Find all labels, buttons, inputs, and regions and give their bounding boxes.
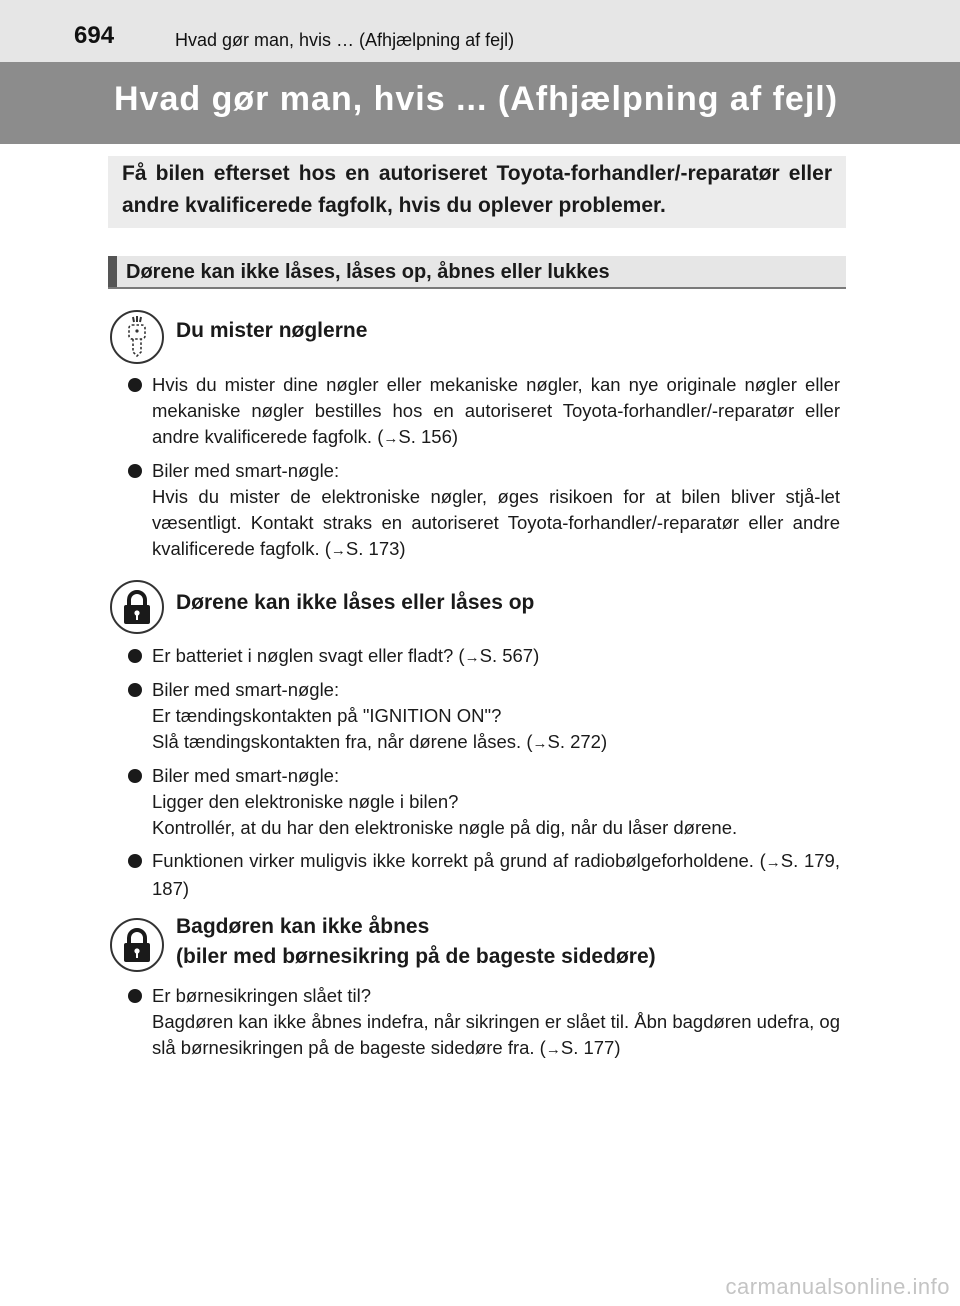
list-item: Hvis du mister dine nøgler eller mekaniske nøgler, kan nye originale nøgler eller mekaniske nøgler bestilles hos en autoriseret Toyota-forhandler/-reparatør eller andre kvalificerede fagfolk. (→S. 156): [128, 372, 840, 452]
subheading-rear-door: Bagdøren kan ikke åbnes (biler med børnesikring på de bageste sidedøre): [176, 915, 656, 968]
subheading-lost-keys: Du mister nøglerne: [176, 319, 368, 342]
page-reference-link[interactable]: S. 173): [345, 538, 406, 559]
list-item: Er batteriet i nøglen svagt eller fladt? (→S. 567): [128, 643, 840, 671]
running-head: [0, 0, 960, 62]
list-item: Biler med smart-nøgle: Er tændingskontakten på "IGNITION ON"? Slå tændingskontakten fra, når dørene låses. (→S. 272): [128, 677, 840, 757]
arrow-icon: →: [383, 430, 399, 447]
arrow-icon: →: [532, 735, 548, 752]
list-item: Biler med smart-nøgle: Hvis du mister de elektroniske nøgler, øges risikoen for at bilen bliver stjå-let væsentligt. Kontakt straks en autoriseret Toyota-forhandler/-reparatør eller andre kvalificerede fagfolk. (→S. 173): [128, 458, 840, 564]
chapter-title: Hvad gør man, hvis ... (Afhjælpning af fejl): [114, 80, 839, 118]
arrow-icon: →: [464, 649, 480, 666]
arrow-icon: →: [545, 1041, 561, 1058]
bullet-dot: [128, 649, 142, 663]
bullet-dot: [128, 989, 142, 1003]
page-number: 694: [74, 22, 115, 49]
page-reference-link[interactable]: S. 272): [547, 731, 608, 752]
watermark: carmanualsonline.info: [725, 1274, 950, 1299]
section-heading: [108, 256, 846, 289]
bullet-dot: [128, 854, 142, 868]
key-icon: [110, 310, 164, 364]
arrow-icon: →: [765, 854, 781, 871]
bullet-dot: [128, 769, 142, 783]
running-title: Hvad gør man, hvis … (Afhjælpning af fejl): [175, 30, 515, 50]
list-item: Funktionen virker muligvis ikke korrekt på grund af radiobølgeforholdene. (→S. 179, 187): [128, 848, 840, 902]
arrow-icon: →: [330, 542, 346, 559]
chapter-banner: [0, 62, 960, 144]
bullet-dot: [128, 683, 142, 697]
list-item: Er børnesikringen slået til? Bagdøren kan ikke åbnes indefra, når sikringen er slået til. Åbn bagdøren udefra, og slå børnesikringen på de bageste sidedøre fra. (→S. 177): [128, 983, 840, 1063]
bullet-dot: [128, 378, 142, 392]
subheading-cannot-lock: Dørene kan ikke låses eller låses op: [176, 591, 535, 614]
lock-icon: [110, 580, 164, 634]
bullet-dot: [128, 464, 142, 478]
page-reference-link[interactable]: S. 567): [479, 645, 540, 666]
notice-box: Få bilen efterset hos en autoriseret Toyota-forhandler/-reparatør eller andre kvalificerede fagfolk, hvis du oplever problemer.: [108, 156, 846, 228]
section-heading-text: Dørene kan ikke låses, låses op, åbnes eller lukkes: [126, 261, 610, 283]
page-reference-link[interactable]: S. 156): [398, 426, 459, 447]
section-heading-bar: [108, 256, 117, 287]
list-item: Biler med smart-nøgle: Ligger den elektroniske nøgle i bilen? Kontrollér, at du har den elektroniske nøgle på dig, når du låser dørene.: [128, 763, 840, 841]
page-reference-link[interactable]: S. 179, 187): [152, 850, 840, 899]
lock-icon: [110, 918, 164, 972]
page-reference-link[interactable]: S. 177): [560, 1037, 621, 1058]
